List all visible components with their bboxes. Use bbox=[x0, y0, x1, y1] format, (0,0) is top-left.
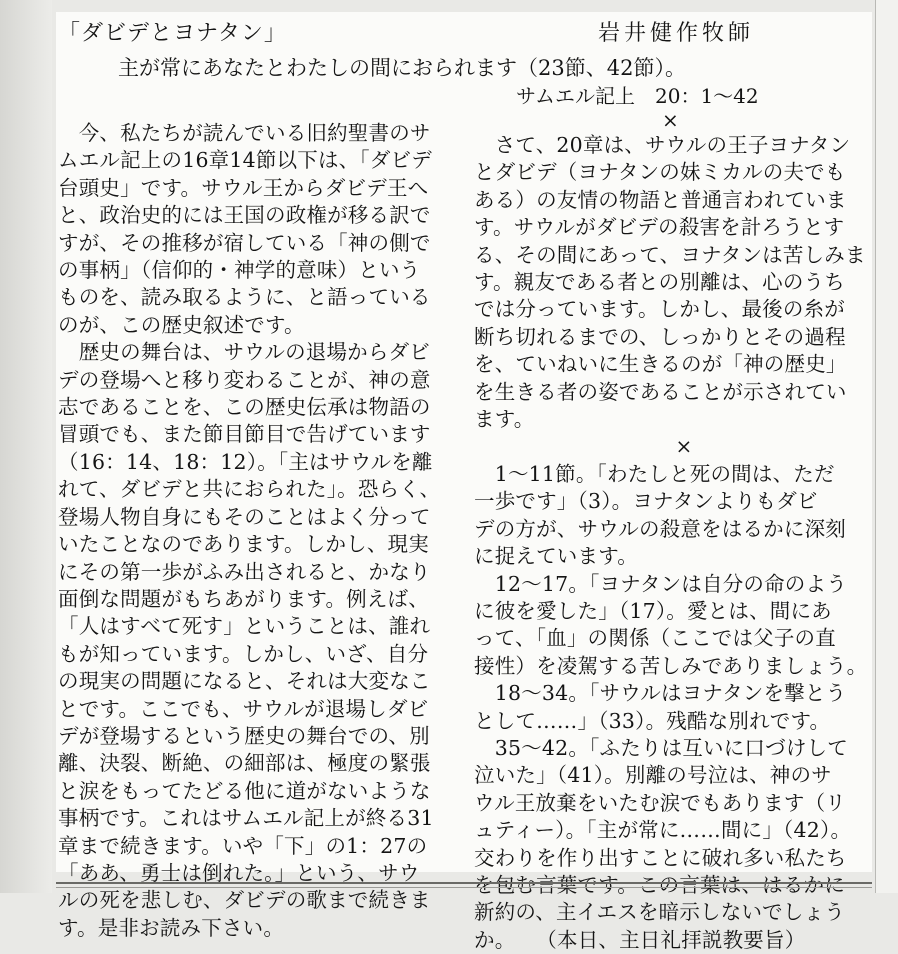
text-line: 12～17。「ヨナタンは自分の命のよう bbox=[474, 571, 847, 596]
text-line: す。親友である者との別離は、心のうち bbox=[474, 270, 845, 295]
text-line: と涙をもってたどる他に道がないような bbox=[58, 778, 431, 803]
bottom-rule bbox=[56, 882, 872, 888]
text-line: ものを、読み取るように、と語っている bbox=[58, 285, 431, 310]
text-line: にその第一歩がふみ出されると、かなり bbox=[58, 559, 431, 584]
text-line: 断ち切れるまでの、しっかりとその過程 bbox=[474, 324, 846, 349]
text-line: 章まで続きます。いや「下」の1：27の bbox=[58, 833, 428, 858]
text-line: ルの死を悲しむ、ダビデの歌まで続きま bbox=[58, 888, 431, 913]
text-line: 1～11節。「わたしと死の間は、ただ bbox=[474, 461, 835, 486]
text-line: す。是非お読み下さい。 bbox=[58, 915, 285, 940]
text-line: さて、20章は、サウルの王子ヨナタン bbox=[474, 133, 851, 157]
text-line: 事柄です。これはサムエル記上が終る31 bbox=[58, 806, 434, 831]
text-line: とです。ここでも、サウルが退場しダビ bbox=[58, 696, 429, 721]
text-line: と、政治史的には王国の政権が移る訳で bbox=[58, 203, 431, 228]
text-line: として……」（33）。残酷な別れです。 bbox=[474, 708, 831, 733]
text-line: デの方が、サウルの殺意をはるかに深刻 bbox=[474, 516, 846, 541]
text-line: では分っています。しかし、最後の糸が bbox=[474, 297, 845, 322]
text-line: の現実の問題になると、それは大変なこ bbox=[58, 669, 431, 694]
text-line: すが、その推移が宿している「神の側で bbox=[58, 230, 431, 255]
text-line: のが、この歴史叙述です。 bbox=[58, 312, 305, 337]
text-line: る、その間にあって、ヨナタンは苦しみま bbox=[474, 242, 866, 267]
text-line: ムエル記上の16章14節以下は、「ダビデ bbox=[58, 148, 432, 173]
section-separator: × bbox=[662, 108, 679, 132]
text-line: 「人はすべて死す」ということは、誰れ bbox=[58, 614, 431, 639]
text-line: 「ああ、勇士は倒れた。」という、サウ bbox=[58, 860, 420, 885]
article-author: 岩井健作牧師 bbox=[598, 21, 755, 46]
text-line: を包む言葉です。この言葉は、はるかに bbox=[474, 872, 845, 897]
text-line: を生きる者の姿であることが示されてい bbox=[474, 379, 847, 404]
text-line: 泣いた」（41）。別離の号泣は、神のサ bbox=[474, 763, 832, 788]
text-line: 接性）を凌駕する苦しみでありましょう。 bbox=[474, 653, 868, 678]
text-line: の事柄」（信仰的・神学的意味）という bbox=[58, 258, 421, 283]
section-separator: × bbox=[675, 434, 693, 459]
text-line: 新約の、主イエスを暗示しないでしょう bbox=[474, 900, 845, 925]
text-line: れて、ダビデと共におられた」。恐らく、 bbox=[58, 477, 441, 502]
right-column bbox=[474, 132, 884, 954]
text-line: ウル王放棄をいたむ涙でもあります（リ bbox=[474, 790, 846, 815]
text-line: 冒頭でも、また節目節目で告げています bbox=[58, 422, 431, 447]
text-line: もが知っています。しかし、いざ、自分 bbox=[58, 641, 429, 666]
text-line: 志であることを、この歴史伝承は物語の bbox=[58, 395, 431, 420]
text-line: か。 （本日、主日礼拝説教要旨） bbox=[474, 927, 806, 952]
sermon-theme: 主が常にあなたとわたしの間におられます（23節、42節）。 bbox=[118, 56, 686, 80]
scripture-reference: サムエル記上 20：1～42 bbox=[516, 84, 759, 108]
text-line: ュティー）。「主が常に……間に」（42）。 bbox=[474, 818, 852, 843]
text-line: 今、私たちが読んでいる旧約聖書のサ bbox=[58, 121, 431, 145]
text-line: いたことなのであります。しかし、現実 bbox=[58, 532, 429, 557]
text-line: 面倒な問題がもちあがります。例えば、 bbox=[58, 586, 429, 611]
text-line: 18～34。「サウルはヨナタンを撃とう bbox=[474, 681, 847, 706]
adjacent-page-strip-left bbox=[0, 0, 52, 893]
text-line: す。サウルがダビデの殺害を計ろうとす bbox=[474, 215, 845, 240]
text-line: 離、決裂、断絶、の細部は、極度の緊張 bbox=[58, 751, 431, 776]
article-title: 「ダビデとヨナタン」 bbox=[58, 21, 287, 46]
text-line: に彼を愛した」（17）。愛とは、間にあ bbox=[474, 598, 832, 623]
text-line: 35～42。「ふたりは互いに口づけして bbox=[474, 735, 848, 760]
text-line: とダビデ（ヨナタンの妹ミカルの夫でも bbox=[474, 160, 846, 185]
text-line: 交わりを作り出すことに破れ多い私たち bbox=[474, 845, 847, 870]
text-line: を、ていねいに生きるのが「神の歴史」 bbox=[474, 352, 847, 377]
text-line: デの登場へと移り変わることが、神の意 bbox=[58, 367, 431, 392]
text-line: デが登場するという歴史の舞台での、別 bbox=[58, 723, 430, 748]
text-line: ます。 bbox=[474, 407, 535, 432]
text-line: って、「血」の関係（ここでは父子の直 bbox=[474, 626, 836, 651]
text-line: 一歩です」（3）。ヨナタンよりもダビ bbox=[474, 489, 818, 514]
text-line: （16：14、18：12）。「主はサウルを離 bbox=[58, 449, 433, 474]
text-line: 台頭史」です。サウル王からダビデ王へ bbox=[58, 175, 429, 200]
text-line: ある）の友情の物語と普通言われていま bbox=[474, 187, 847, 212]
left-column bbox=[58, 120, 468, 942]
text-line: に捉えています。 bbox=[474, 544, 638, 569]
text-line: 歴史の舞台は、サウルの退場からダビ bbox=[58, 340, 430, 365]
text-line: 登場人物自身にもそのことはよく分って bbox=[58, 504, 431, 529]
